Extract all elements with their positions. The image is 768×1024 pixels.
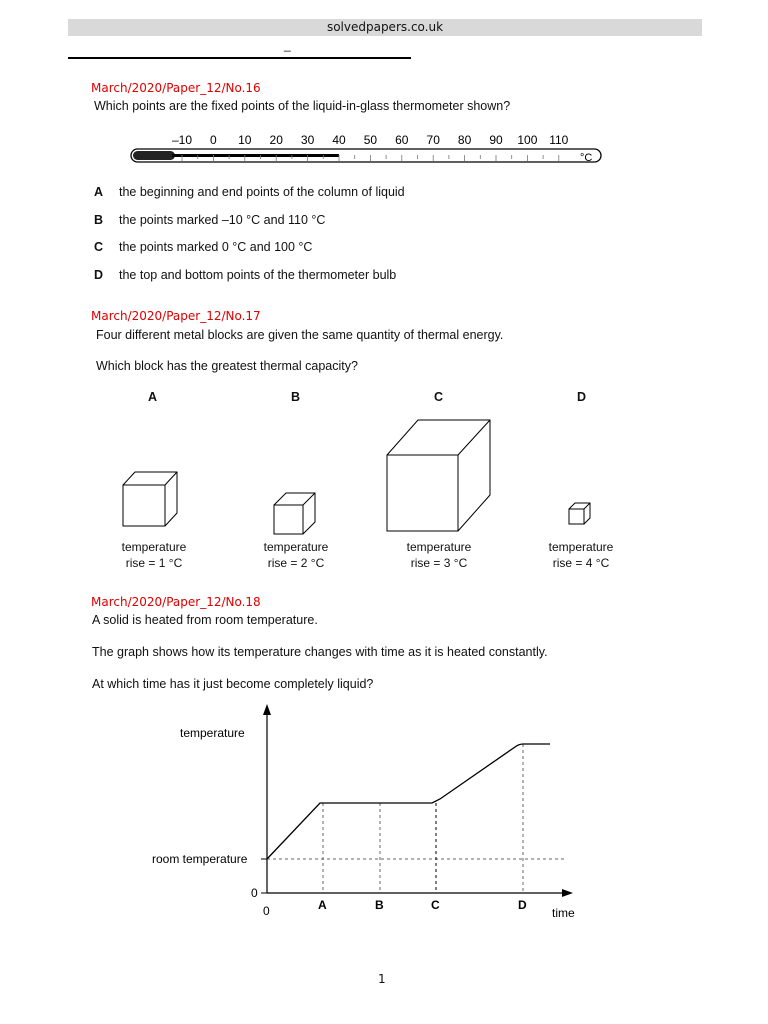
scale-label: 0 xyxy=(210,133,217,147)
block-d-caption-line1: temperature xyxy=(548,540,614,554)
q17-line2: Which block has the greatest thermal capacity? xyxy=(96,359,358,373)
tick-c-label: C xyxy=(431,898,440,912)
q16-reference: March/2020/Paper_12/No.16 xyxy=(91,81,261,95)
block-b-caption-line2: rise = 2 °C xyxy=(267,556,325,570)
block-b-label: B xyxy=(291,390,301,404)
block-a-caption-line2: rise = 1 °C xyxy=(125,556,183,570)
site-header-bar xyxy=(68,19,702,36)
block-c-caption-line2: rise = 3 °C xyxy=(410,556,468,570)
block-c-caption xyxy=(389,539,489,571)
x-axis-label: time xyxy=(552,906,575,920)
tick-a-label: A xyxy=(318,898,327,912)
scale-label: 40 xyxy=(332,133,346,147)
scale-label: 60 xyxy=(395,133,409,147)
block-d-label: D xyxy=(577,390,587,404)
scale-label: 10 xyxy=(238,133,252,147)
thermometer-scale xyxy=(172,133,569,147)
scale-label: 50 xyxy=(363,133,378,147)
scale-label: 80 xyxy=(457,133,472,147)
block-c-label: C xyxy=(434,390,444,404)
block-a-caption-line1: temperature xyxy=(121,540,187,554)
scale-label: 100 xyxy=(517,133,538,147)
block-a-caption xyxy=(104,539,204,571)
x-axis-arrow xyxy=(562,889,573,897)
thermometer-bulb xyxy=(133,151,175,160)
scale-label: 90 xyxy=(489,133,503,147)
block-d-caption-line2: rise = 4 °C xyxy=(552,556,610,570)
heating-curve xyxy=(267,744,550,859)
block-d-caption xyxy=(531,539,631,571)
block-d-cube xyxy=(569,503,590,524)
zero-x-label: 0 xyxy=(263,904,270,918)
option-text: the points marked –10 °C and 110 °C xyxy=(119,213,326,227)
tick-b-label: B xyxy=(375,898,384,912)
block-a-cube xyxy=(123,472,177,526)
site-name: solvedpapers.co.uk xyxy=(326,20,444,34)
option-letter: A xyxy=(94,185,104,199)
scale-label: 20 xyxy=(269,133,283,147)
zero-y-label: 0 xyxy=(251,886,258,900)
room-temp-label: room temperature xyxy=(152,852,248,866)
q17-line1: Four different metal blocks are given the same quantity of thermal energy. xyxy=(96,328,504,342)
block-b-caption xyxy=(246,539,346,571)
heating-curve-graph xyxy=(140,700,600,940)
block-c-caption-line1: temperature xyxy=(406,540,472,554)
q18-line1: A solid is heated from room temperature. xyxy=(92,613,318,627)
q18-reference: March/2020/Paper_12/No.18 xyxy=(91,595,261,609)
q18-line3: At which time has it just become completely liquid? xyxy=(92,677,374,691)
header-dash: _ xyxy=(284,38,291,52)
scale-label: 30 xyxy=(300,133,315,147)
y-axis-label: temperature xyxy=(180,726,245,740)
block-b-caption-line1: temperature xyxy=(263,540,329,554)
page-number: 1 xyxy=(378,972,386,986)
header-rule xyxy=(68,57,411,59)
tick-d-label: D xyxy=(518,898,527,912)
option-text: the beginning and end points of the column of liquid xyxy=(119,185,405,199)
block-c-cube xyxy=(387,420,490,531)
option-text: the points marked 0 °C and 100 °C xyxy=(119,240,313,254)
q18-line2: The graph shows how its temperature changes with time as it is heated constantly. xyxy=(92,645,548,659)
block-b-cube xyxy=(274,493,315,534)
scale-label: –10 xyxy=(171,133,193,147)
thermometer-diagram xyxy=(128,130,608,180)
thermometer-unit: °C xyxy=(580,152,593,164)
option-letter: B xyxy=(94,213,104,227)
q17-reference: March/2020/Paper_12/No.17 xyxy=(91,309,261,323)
scale-label: 110 xyxy=(549,133,569,147)
option-letter: D xyxy=(94,268,104,282)
y-axis-arrow xyxy=(263,704,271,715)
option-letter: C xyxy=(94,240,104,254)
block-a-label: A xyxy=(148,390,158,404)
option-text: the top and bottom points of the thermometer bulb xyxy=(119,268,397,282)
metal-blocks-diagram xyxy=(0,410,640,540)
scale-label: 70 xyxy=(426,133,440,147)
q16-question: Which points are the fixed points of the liquid-in-glass thermometer shown? xyxy=(94,99,511,113)
